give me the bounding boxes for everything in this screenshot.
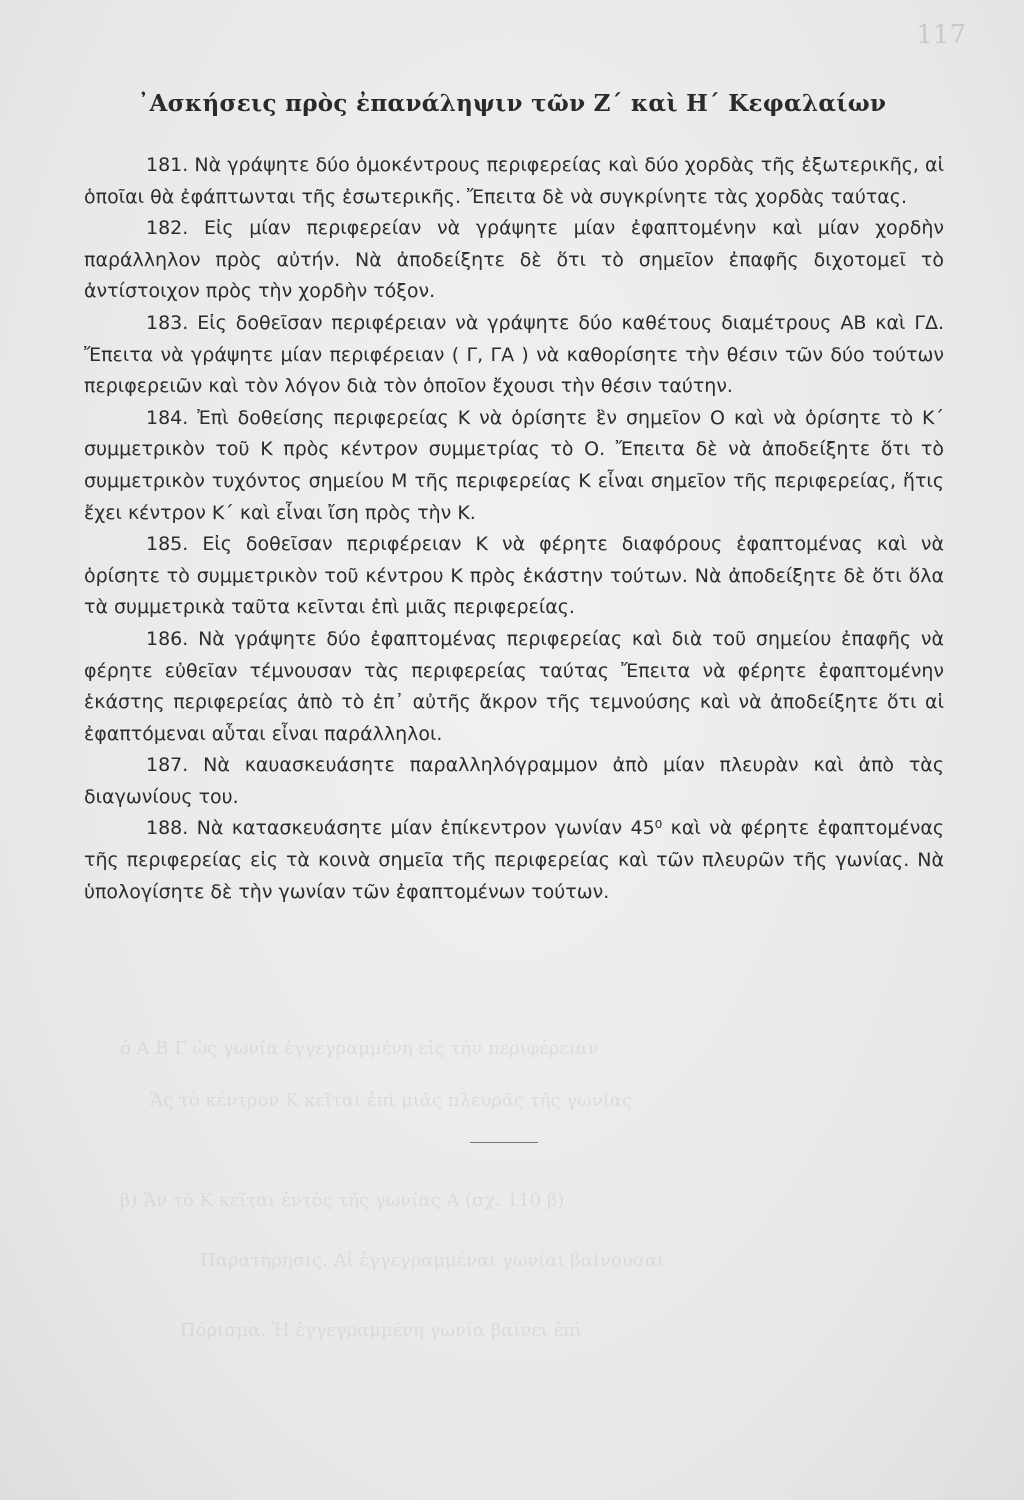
exercise-185 xyxy=(84,529,944,624)
exercise-187 xyxy=(84,750,944,813)
exercise-text: Εἰς δοθεῖσαν περιφέρειαν νὰ γράψητε δύο καθέτους διαμέτρους ΑΒ καὶ ΓΔ. Ἔπειτα νὰ γράψητε μίαν περιφέρειαν ( Γ, ΓΑ ) νὰ καθορίσητε τὴν θέσιν τῶν δύο τούτων περιφερειῶν καὶ τὸν λόγον διὰ τὸν ὁποῖον ἔχουσι τὴν θέσιν ταύτην. xyxy=(84,311,944,398)
section-divider xyxy=(470,1142,538,1143)
exercise-number: 187. xyxy=(146,754,189,777)
exercise-181 xyxy=(84,150,944,213)
exercise-188 xyxy=(84,813,944,908)
exercise-number: 184. xyxy=(146,406,189,429)
bleed-through-line: Πόρισμα. Ἡ ἐγγεγραμμένη γωνία βαίνει ἐπὶ xyxy=(180,1320,583,1341)
exercise-186 xyxy=(84,624,944,750)
exercise-number: 182. xyxy=(146,217,189,240)
exercise-182 xyxy=(84,213,944,308)
bleed-through-line: Ἄς τὸ κέντρον Κ κεῖται ἐπὶ μιᾶς πλευρᾶς τῆς γωνίας xyxy=(150,1090,633,1111)
bleed-through-line: ὁ Α Β Γ ὡς γωνία ἐγγεγραμμένη εἰς τὴν περιφέρειαν xyxy=(120,1038,599,1059)
exercise-text: Νὰ γράψητε δύο ὁμοκέντρους περιφερείας καὶ δύο χορδὰς τῆς ἐξωτερικῆς, αἱ ὁποῖαι θὰ ἐφάπτωνται τῆς ἐσωτερικῆς. Ἔπειτα δὲ νὰ συγκρίνητε τὰς χορδὰς ταύτας. xyxy=(84,154,944,208)
exercise-number: 188. xyxy=(146,817,189,840)
exercise-text: Εἰς μίαν περιφερείαν νὰ γράψητε μίαν ἐφαπτομένην καὶ μίαν χορδὴν παράλληλον πρὸς αὐτήν. Νὰ ἀποδείξητε δὲ ὅτι τὸ σημεῖον ἐπαφῆς διχοτομεῖ τὸ ἀντίστοιχον πρὸς τὴν χορδὴν τόξον. xyxy=(84,217,945,303)
bleed-through-line: Παρατήρησις. Αἱ ἐγγεγραμμέναι γωνίαι βαίνουσαι xyxy=(200,1250,665,1271)
page-heading: ᾿Ασκήσεις πρὸς ἐπανάληψιν τῶν Ζ΄ καὶ Η΄ Κεφαλαίων xyxy=(137,90,887,117)
exercise-text: Νὰ καυασκευάσητε παραλληλόγραμμον ἀπὸ μίαν πλευρὰν καὶ ἀπὸ τὰς διαγωνίους του. xyxy=(84,754,944,808)
exercise-number: 185. xyxy=(146,533,189,556)
exercise-list xyxy=(84,150,944,908)
exercise-text: Νὰ γράψητε δύο ἐφαπτομένας περιφερείας καὶ διὰ τοῦ σημείου ἐπαφῆς νὰ φέρητε εὐθεῖαν τέμνουσαν τὰς περιφερείας ταύτας Ἔπειτα νὰ φέρητε ἐφαπτομένην ἑκάστης περιφερείας ἀπὸ τὸ ἐπ᾿ αὐτῆς ἄκρον τῆς τεμνούσης καὶ νὰ ἀποδείξητε ὅτι αἱ ἐφαπτόμεναι αὗται εἶναι παράλληλοι. xyxy=(84,627,945,745)
exercise-number: 181. xyxy=(146,154,189,176)
exercise-183 xyxy=(84,308,944,403)
bleed-through-line: β) Ἄν τὸ Κ κεῖται ἐντὸς τῆς γωνίας Α (σχ. 110 β) xyxy=(120,1190,565,1211)
exercise-number: 183. xyxy=(146,311,189,334)
page-number: 117 xyxy=(916,20,966,50)
exercise-184 xyxy=(84,403,944,529)
exercise-number: 186. xyxy=(146,627,189,650)
exercise-text: Εἰς δοθεῖσαν περιφέρειαν Κ νὰ φέρητε διαφόρους ἐφαπτομένας καὶ νὰ ὁρίσητε τὸ συμμετρικὸν τοῦ κέντρου Κ πρὸς ἑκάστην τούτων. Νὰ ἀποδείξητε δὲ ὅτι ὅλα τὰ συμμετρικὰ ταῦτα κεῖνται ἐπὶ μιᾶς περιφερείας. xyxy=(84,533,945,619)
exercise-text: Ἐπὶ δοθείσης περιφερείας Κ νὰ ὁρίσητε ἓν σημεῖον Ο καὶ νὰ ὁρίσητε τὸ Κ΄ συμμετρικὸν τοῦ Κ πρὸς κέντρον συμμετρίας τὸ Ο. Ἔπειτα δὲ νὰ ἀποδείξητε ὅτι τὸ συμμετρικὸν τυχόντος σημείου Μ τῆς περιφερείας Κ εἶναι σημεῖον τῆς περιφερείας, ἥτις ἔχει κέντρον Κ΄ καὶ εἶναι ἴση πρὸς τὴν Κ. xyxy=(84,406,945,524)
exercise-text: Νὰ κατασκευάσητε μίαν ἐπίκεντρον γωνίαν 45⁰ καὶ νὰ φέρητε ἐφαπτομένας τῆς περιφερείας εἰς τὰ κοινὰ σημεῖα τῆς περιφερείας καὶ τῶν πλευρῶν τῆς γωνίας. Νὰ ὑπολογίσητε δὲ τὴν γωνίαν τῶν ἐφαπτομένων τούτων. xyxy=(84,817,944,903)
